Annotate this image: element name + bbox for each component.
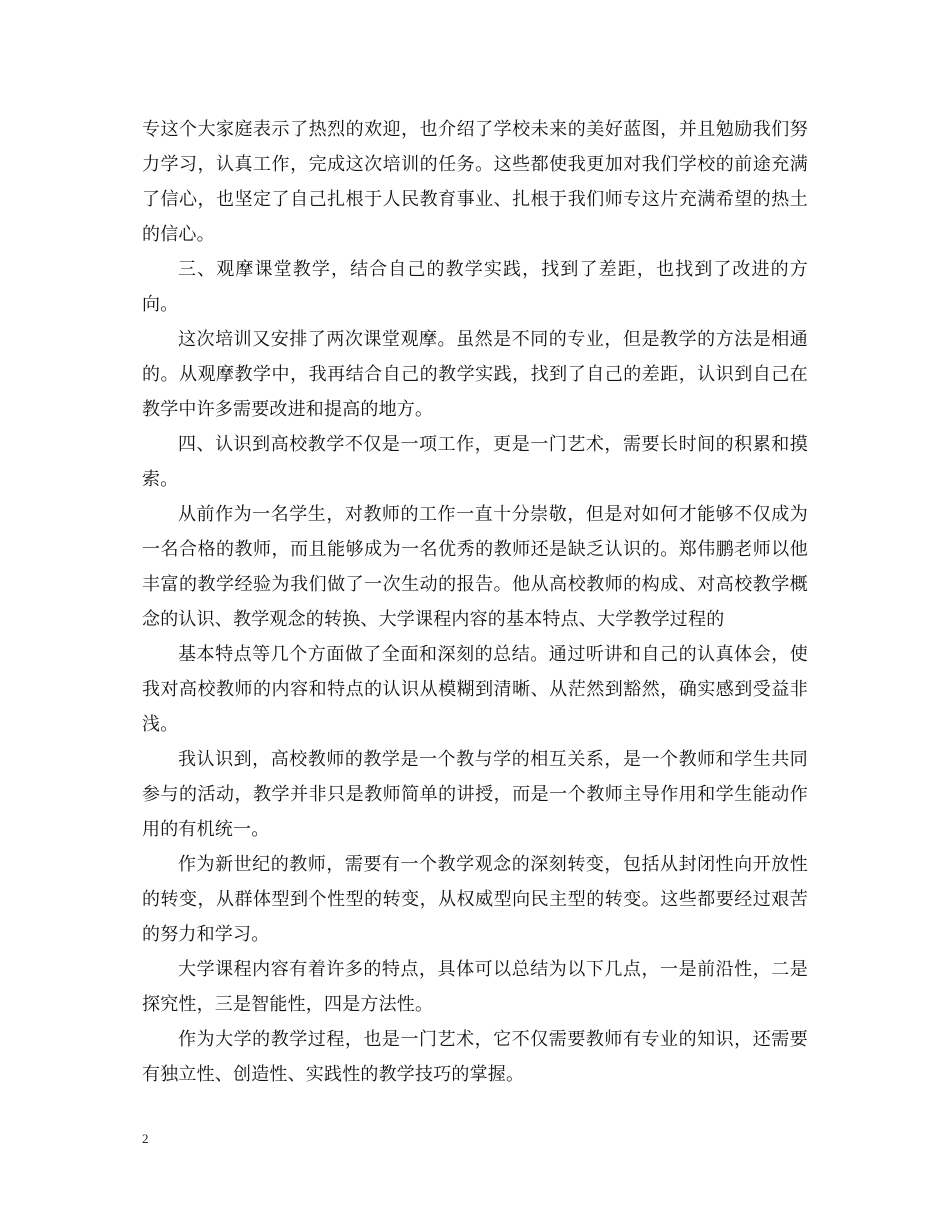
paragraph-4-heading-four: 四、认识到高校教学不仅是一项工作，更是一门艺术，需要长时间的积累和摸索。 [142, 434, 808, 490]
paragraph-5: 从前作为一名学生，对教师的工作一直十分崇敬，但是对如何才能够不仅成为一名合格的教师，而且能够成为一名优秀的教师还是缺乏认识的。郑伟鹏老师以他丰富的教学经验为我们做了一次生动的报告。他从高校教师的构成、对高校教学概念的认识、教学观念的转换、大学课程内容的基本特点、大学教学过程的 [142, 504, 808, 630]
paragraph-1: 专这个大家庭表示了热烈的欢迎，也介绍了学校未来的美好蓝图，并且勉励我们努力学习，认真工作，完成这次培训的任务。这些都使我更加对我们学校的前途充满了信心，也坚定了自己扎根于人民教育事业、扎根于我们师专这片充满希望的热土的信心。 [142, 119, 808, 245]
page-number: 2 [142, 1131, 149, 1146]
paragraph-3: 这次培训又安排了两次课堂观摩。虽然是不同的专业，但是教学的方法是相通的。从观摩教学中，我再结合自己的教学实践，找到了自己的差距，认识到自己在教学中许多需要改进和提高的地方。 [142, 329, 808, 420]
paragraph-10: 作为大学的教学过程，也是一门艺术，它不仅需要教师有专业的知识，还需要有独立性、创造性、实践性的教学技巧的掌握。 [142, 1029, 808, 1085]
paragraph-8: 作为新世纪的教师，需要有一个教学观念的深刻转变，包括从封闭性向开放性的转变，从群体型到个性型的转变，从权威型向民主型的转变。这些都要经过艰苦的努力和学习。 [142, 854, 808, 945]
paragraph-7: 我认识到，高校教师的教学是一个教与学的相互关系，是一个教师和学生共同参与的活动，教学并非只是教师简单的讲授，而是一个教师主导作用和学生能动作用的有机统一。 [142, 749, 808, 840]
paragraph-9: 大学课程内容有着许多的特点，具体可以总结为以下几点，一是前沿性，二是探究性，三是智能性，四是方法性。 [142, 959, 808, 1015]
document-body [142, 112, 808, 1092]
paragraph-6: 基本特点等几个方面做了全面和深刻的总结。通过听讲和自己的认真体会，使我对高校教师的内容和特点的认识从模糊到清晰、从茫然到豁然，确实感到受益非浅。 [142, 644, 808, 735]
paragraph-2-heading-three: 三、观摩课堂教学，结合自己的教学实践，找到了差距，也找到了改进的方向。 [142, 259, 808, 315]
